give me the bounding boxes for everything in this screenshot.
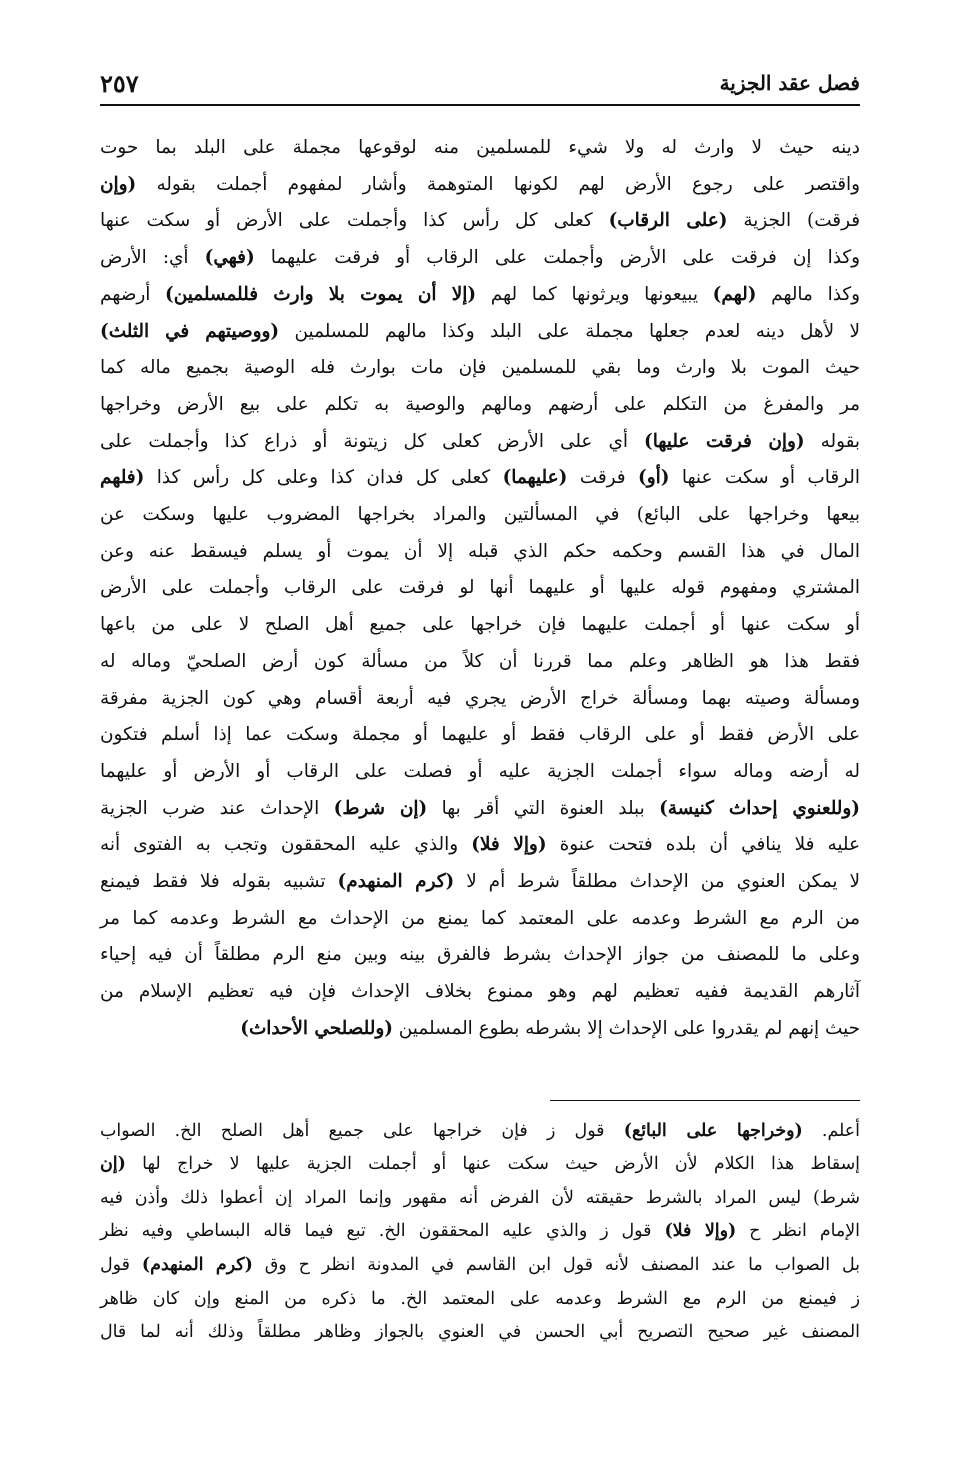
footnote-line: ز فيمنع من الرم مع الشرط وعدمه على المعتمد الخ. ما ذكره من المنع وإن كان ظاهر: [100, 1288, 860, 1309]
text-line: المشتري ومفهوم قوله عليها أو عليهما أنها لو فرقت على الرقاب وأجملت على الأرض: [100, 577, 860, 599]
text-line: المال في هذا القسم وحكمه حكم الذي قبله إلا أن يموت أو يسلم فيسقط عنه وعن: [100, 540, 860, 562]
text-line: له أرضه وماله سواء أجملت الجزية عليه أو فصلت على الرقاب أو الأرض أو عليهما: [100, 760, 860, 782]
footnote-line: شرط) ليس المراد بالشرط حقيقته لأن الفرض أنه مقهور وإنما المراد إن أعطوا ذلك وأذن فيه: [100, 1187, 860, 1208]
footnote-line: الإمام انظر ح (وإلا فلا) قول ز والذي عليه المحققون الخ. تبع فيما قاله البساطي وفيه نظر: [100, 1221, 860, 1242]
footnote-line: أعلم. (وخراجها على البائع) قول ز فإن خراجها على جميع أهل الصلح الخ. الصواب: [100, 1120, 861, 1141]
text-line: بيعها وخراجها على البائع) في المسألتين والمراد بخراجها المضروب عليها وسكت عن: [100, 504, 860, 526]
text-line: (وللعنوي إحداث كنيسة) ببلد العنوة التي أقر بها (إن شرط) الإحداث عند ضرب الجزية: [100, 797, 860, 819]
text-line: وعلى ما للمصنف من جواز الإحداث بشرط فالفرق بينه وبين منع الرم مطلقاً أن فيه إحياء: [100, 944, 860, 966]
footnote-line: إسقاط هذا الكلام لأن الأرض حيث سكت عنها أو أجملت الجزية عليها لا خراج لها (إن: [100, 1154, 860, 1175]
footnote-separator: [550, 1100, 860, 1101]
footnote-line: بل الصواب ما عند المصنف لأنه قول ابن القاسم في المدونة انظر ح وق (كرم المنهدم) قول: [100, 1254, 861, 1275]
text-line: واقتصر على رجوع الأرض لهم لكونها المتوهمة وأشار لمفهوم أجملت بقوله (وإن: [100, 173, 860, 195]
text-line: وكذا مالهم (لهم) يبيعونها ويرثونها كما لهم (إلا أن يموت بلا وارث فللمسلمين) أرضهم: [100, 283, 860, 305]
page: [100, 62, 860, 1350]
text-line: حيث إنهم لم يقدروا على الإحداث إلا بشرطه بطوع المسلمين (وللصلحي الأحداث): [240, 1017, 860, 1039]
running-header: [100, 62, 860, 106]
text-line: عليه فلا ينافي أن بلده فتحت عنوة (وإلا فلا) والذي عليه المحققون وتجب به الفتوى أنه: [100, 834, 860, 856]
text-line: مر والمفرغ من التكلم على أرضهم ومالهم والوصية به تكلم على بيع الأرض وخراجها: [100, 393, 860, 415]
footnotes: [100, 1115, 860, 1350]
chapter-title: فصل عقد الجزية: [719, 71, 860, 95]
footnote-line: المصنف غير صحيح التصريح أبي الحسن في العنوي بالجواز وظاهر مطلقاً وذلك أنه لما قال: [100, 1322, 860, 1343]
text-line: أو سكت عنها أو أجملت عليهما فإن خراجها على جميع أهل الصلح لا على من باعها: [100, 614, 860, 636]
text-line: فرقت) الجزية (على الرقاب) كعلى كل رأس كذا وأجملت على الأرض أو سكت عنها: [100, 210, 861, 232]
text-line: لا لأهل دينه لعدم جعلها مجملة على البلد وكذا مالهم للمسلمين (ووصيتهم في الثلث): [100, 320, 860, 342]
page-number: ٢٥٧: [100, 68, 139, 98]
text-line: حيث الموت بلا وارث وما بقي للمسلمين فإن مات بوارث فله الوصية بجميع ماله كما: [100, 357, 860, 379]
text-line: من الرم مع الشرط وعدمه على المعتمد كما يمنع من الإحداث مع الشرط وعدمه كما مر: [100, 907, 860, 929]
text-line: ومسألة وصيته بهما ومسألة خراج الأرض يجري فيه أربعة أقسام وهي كون الجزية مفرقة: [100, 687, 860, 709]
main-text: [100, 130, 860, 1048]
text-line: لا يمكن العنوي من الإحداث مطلقاً شرط أم لا (كرم المنهدم) تشبيه بقوله فلا فقط فيمنع: [100, 871, 860, 893]
text-line: آثارهم القديمة ففيه تعظيم لهم وهو ممنوع بخلاف الإحداث فإن فيه تعظيم الإسلام من: [100, 981, 860, 1003]
text-line: بقوله (وإن فرقت عليها) أي على الأرض كعلى كل زيتونة أو ذراع كذا وأجملت على: [100, 430, 861, 452]
text-line: فقط هذا هو الظاهر وعلم مما قررنا أن كلاً من مسألة كون أرض الصلحيّ وماله له: [100, 650, 860, 672]
text-line: الرقاب أو سكت عنها (أو) فرقت (عليهما) كعلى كل فدان كذا وعلى كل رأس كذا (فلهم: [100, 467, 860, 489]
text-line: على الأرض فقط أو على الرقاب فقط أو عليهما أو مجملة وسكت عما إذا أسلم فتكون: [100, 724, 860, 746]
text-line: دينه حيث لا وارث له ولا شيء للمسلمين منه لوقوعها مجملة على البلد بما حوت: [100, 137, 860, 158]
text-line: وكذا إن فرقت على الأرض وأجملت على الرقاب أو فرقت عليهما (فهي) أي: الأرض: [100, 247, 860, 269]
